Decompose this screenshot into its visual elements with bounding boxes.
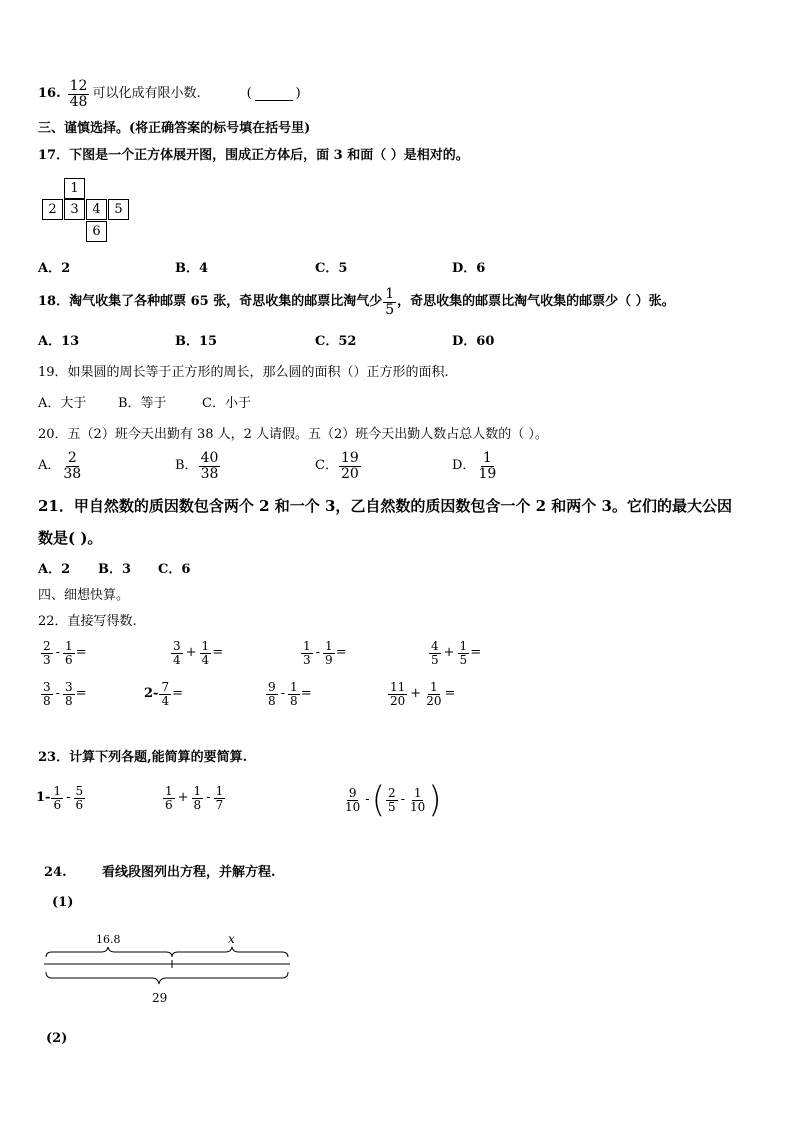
expr-fraction: $\frac{1}{9}$ — [325, 639, 333, 667]
q24-part-2-label: (2) — [46, 1031, 68, 1046]
q20-option-c[interactable]: C． $\frac{19}{20}$ — [315, 450, 359, 482]
expr-operator: - — [315, 645, 321, 661]
q17-text: 17．下图是一个正方体展开图，围成正方体后，面 3 和面（ ）是相对的。 — [38, 148, 469, 163]
expr-fraction: $\frac{1}{6}$ — [65, 639, 73, 667]
net-cell-2: 2 — [42, 199, 63, 220]
net-cell-3: 3 — [64, 199, 85, 220]
brace-top-right — [172, 947, 288, 957]
q19-option-b[interactable]: B．等于 — [118, 396, 167, 411]
expr-equals: = — [75, 645, 87, 661]
q22-text: 22．直接写得数. — [38, 614, 137, 629]
expr-fraction: $\frac{7}{4}$ — [161, 680, 170, 708]
q22-expression — [428, 640, 481, 666]
expr-fraction: $\frac{3}{8}$ — [43, 680, 51, 708]
expr-operator: - — [280, 686, 286, 702]
brace-top-left — [46, 947, 172, 957]
expr-fraction: $\frac{1}{8}$ — [290, 680, 298, 708]
left-parenthesis: ( — [371, 779, 385, 821]
q20-text: 20．五（2）班今天出勤有 38 人，2 人请假。五（2）班今天出勤人数占总人数的（ ）。 — [38, 427, 548, 442]
section-3-heading: 三、谨慎选择。(将正确答案的标号填在括号里) — [38, 121, 311, 136]
expr-operator: - — [55, 645, 61, 661]
q16: 16. $\frac{12}{48}$ 可以化成有限小数. ( ) — [38, 78, 301, 110]
expr-operator: + — [410, 686, 422, 702]
q22-expression — [170, 640, 223, 666]
net-cell-6: 6 — [86, 221, 107, 242]
net-cell-1: 1 — [64, 178, 85, 199]
q20-option-a[interactable]: A． $\frac{2}{38}$ — [38, 450, 82, 482]
q23-expression-3: $\frac{9}{10}$ - ( $\frac{2}{5}$ - $\frac{1}{10}$ ) — [345, 779, 442, 821]
q21-option-a[interactable]: A．2 — [38, 562, 71, 577]
q18-text: 18．淘气收集了各种邮票 65 张，奇思收集的邮票比淘气少 $\frac{1}{5}$ ，奇思收集的邮票比淘气收集的邮票少（ ）张。 — [38, 286, 675, 318]
q23-text: 23．计算下列各题,能简算的要简算. — [38, 750, 248, 765]
q17-option-a[interactable]: A．2 — [38, 261, 71, 276]
expr-fraction: $\frac{1}{5}$ — [459, 639, 468, 667]
q19-text: 19．如果圆的周长等于正方形的周长，那么圆的面积（）正方形的面积. — [38, 365, 449, 380]
line-segment-diagram — [38, 932, 298, 1010]
q16-answer-blank[interactable] — [255, 88, 293, 101]
brace-bottom — [46, 972, 288, 984]
expr-fraction: $\frac{1}{20}$ — [426, 680, 442, 708]
q20-option-b[interactable]: B． $\frac{40}{38}$ — [175, 450, 219, 482]
q21-option-b[interactable]: B．3 — [98, 562, 132, 577]
section-4-heading: 四、细想快算。 — [38, 588, 130, 603]
expr-fraction: $\frac{9}{8}$ — [268, 680, 276, 708]
q23-expression-2: $\frac{1}{6}$ + $\frac{1}{8}$ - $\frac{1}{7}$ — [165, 784, 224, 812]
q24-text: 看线段图列出方程，并解方程. — [102, 865, 276, 880]
q22-expression — [265, 681, 312, 707]
q18-option-c[interactable]: C．52 — [315, 334, 357, 349]
q16-text: 可以化成有限小数. — [92, 86, 201, 102]
q18-fraction: $\frac{1}{5}$ — [385, 286, 395, 318]
label-x: x — [228, 932, 235, 946]
q22-expression — [144, 681, 183, 707]
q22-expression — [387, 681, 455, 707]
q21-line-1: 21．甲自然数的质因数包含两个 2 和一个 3，乙自然数的质因数包含一个 2 和两个 3。它们的最大公因 — [38, 497, 732, 515]
net-cell-5: 5 — [108, 199, 129, 220]
q24-part-1-label: (1) — [52, 895, 74, 910]
expr-equals: = — [444, 686, 456, 702]
expr-operator: + — [185, 645, 197, 661]
q17-option-c[interactable]: C．5 — [315, 261, 348, 276]
q24-number: 24. — [44, 865, 67, 880]
expr-fraction: $\frac{2}{3}$ — [43, 639, 51, 667]
q21-option-c[interactable]: C．6 — [158, 562, 191, 577]
q22-expression — [40, 640, 87, 666]
q23-expression-1: 1- $\frac{1}{6}$ - $\frac{5}{6}$ — [36, 784, 84, 812]
expr-fraction: $\frac{1}{4}$ — [201, 639, 210, 667]
expr-fraction: $\frac{4}{5}$ — [431, 639, 439, 667]
expr-operator: + — [443, 645, 455, 661]
expr-equals: = — [172, 686, 183, 702]
q16-number: 16. — [38, 86, 61, 102]
label-29: 29 — [152, 991, 168, 1005]
expr-fraction: $\frac{3}{4}$ — [173, 639, 181, 667]
label-16-8: 16.8 — [96, 933, 121, 946]
expr-operator: - — [55, 686, 61, 702]
q19-option-c[interactable]: C．小于 — [202, 396, 251, 411]
expr-prefix: 2- — [144, 686, 159, 702]
q17-option-d[interactable]: D．6 — [452, 261, 486, 276]
expr-fraction: $\frac{3}{8}$ — [65, 680, 73, 708]
q21-line-2: 数是( )。 — [38, 529, 103, 547]
cube-net — [42, 178, 142, 244]
expr-equals: = — [75, 686, 87, 702]
q19-option-a[interactable]: A．大于 — [38, 396, 87, 411]
segment-diagram-svg — [38, 935, 298, 1010]
net-cell-4: 4 — [86, 199, 107, 220]
q18-option-a[interactable]: A．13 — [38, 334, 80, 349]
expr-fraction: $\frac{1}{3}$ — [303, 639, 311, 667]
q20-option-d[interactable]: D． $\frac{1}{19}$ — [452, 450, 497, 482]
q16-fraction: $\frac{12}{48}$ — [69, 78, 88, 110]
expr-equals: = — [212, 645, 224, 661]
q22-expression — [40, 681, 87, 707]
expr-equals: = — [300, 686, 312, 702]
right-parenthesis: ) — [428, 779, 442, 821]
q18-option-d[interactable]: D．60 — [452, 334, 495, 349]
q18-option-b[interactable]: B．15 — [175, 334, 218, 349]
q22-expression — [300, 640, 347, 666]
expr-equals: = — [470, 645, 482, 661]
q17-option-b[interactable]: B．4 — [175, 261, 209, 276]
expr-equals: = — [335, 645, 347, 661]
expr-fraction: $\frac{11}{20}$ — [390, 680, 406, 708]
